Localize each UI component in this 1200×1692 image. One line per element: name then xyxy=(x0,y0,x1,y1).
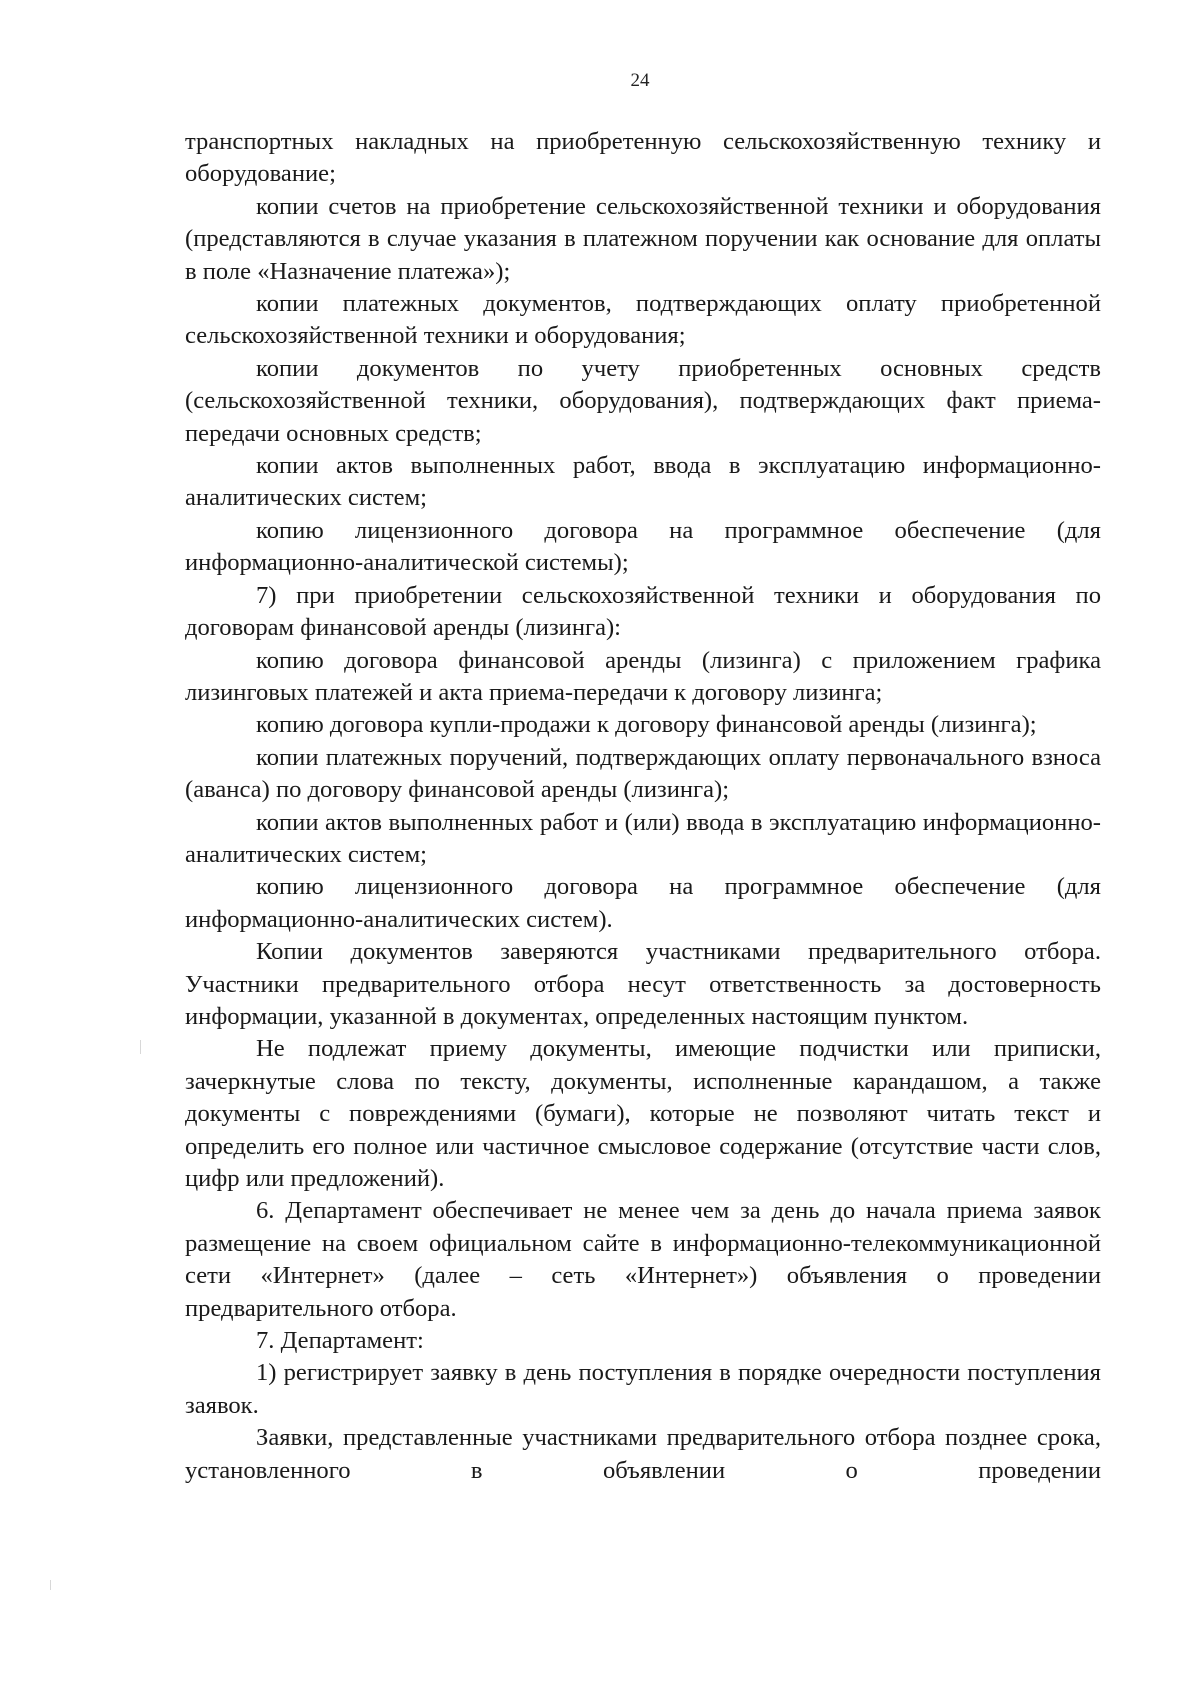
paragraph-13: Копии документов заверяются участниками предварительного отбора. Участники предварительного отбора несут ответственность за достоверность информации, указанной в документах, определенных настоящим пунктом. xyxy=(185,938,1101,1030)
paragraph-16: 7. Департамент: xyxy=(256,1327,424,1355)
document-body xyxy=(185,126,1101,1487)
paragraph-10: копии платежных поручений, подтверждающих оплату первоначального взноса (аванса) по договору финансовой аренды (лизинга); xyxy=(185,743,1101,804)
paragraph-14: Не подлежат приему документы, имеющие подчистки или приписки, зачеркнутые слова по тексту, документы, исполненные карандашом, а также документы с повреждениями (бумаги), которые не позволяют читать текст и определить его полное или частичное смысловое содержание (отсутствие части слов, цифр или предложений). xyxy=(185,1035,1101,1192)
paragraph-3: копии платежных документов, подтверждающих оплату приобретенной сельскохозяйственной техники и оборудования; xyxy=(185,290,1101,350)
paragraph-4: копии документов по учету приобретенных основных средств (сельскохозяйственной техники, оборудования), подтверждающих факт приема-передачи основных средств; xyxy=(185,354,1101,447)
scan-artifact-mark-lower xyxy=(50,1580,51,1590)
paragraph-11: копии актов выполненных работ и (или) ввода в эксплуатацию информационно-аналитических систем; xyxy=(185,808,1101,868)
paragraph-9: копию договора купли-продажи к договору финансовой аренды (лизинга); xyxy=(256,711,1037,739)
paragraph-12: копию лицензионного договора на программное обеспечение (для информационно-аналитических систем). xyxy=(185,873,1101,933)
paragraph-17: 1) регистрирует заявку в день поступления в порядке очередности поступления заявок. xyxy=(185,1359,1101,1419)
scan-artifact-mark xyxy=(140,1040,141,1054)
paragraph-2: копии счетов на приобретение сельскохозяйственной техники и оборудования (представляются в случае указания в платежном поручении как основание для оплаты в поле «Назначение платежа»); xyxy=(185,192,1101,285)
paragraph-1: транспортных накладных на приобретенную сельскохозяйственную технику и оборудование; xyxy=(185,128,1101,188)
paragraph-7: 7) при приобретении сельскохозяйственной техники и оборудования по договорам финансовой аренды (лизинга): xyxy=(185,581,1101,642)
paragraph-8: копию договора финансовой аренды (лизинга) с приложением графика лизинговых платежей и акта приема-передачи к договору лизинга; xyxy=(185,646,1101,706)
paragraph-5: копии актов выполненных работ, ввода в эксплуатацию информационно-аналитических систем; xyxy=(185,452,1101,512)
paragraph-15: 6. Департамент обеспечивает не менее чем за день до начала приема заявок размещение на своем официальном сайте в информационно-телекоммуникационной сети «Интернет» (далее – сеть «Интернет») объявления о проведении предварительного отбора. xyxy=(185,1197,1101,1322)
paragraph-6: копию лицензионного договора на программное обеспечение (для информационно-аналитической системы); xyxy=(185,516,1101,577)
paragraph-18: Заявки, представленные участниками предварительного отбора позднее срока, установленного в объявлении о проведении xyxy=(185,1424,1101,1484)
page-number: 24 xyxy=(630,70,650,91)
